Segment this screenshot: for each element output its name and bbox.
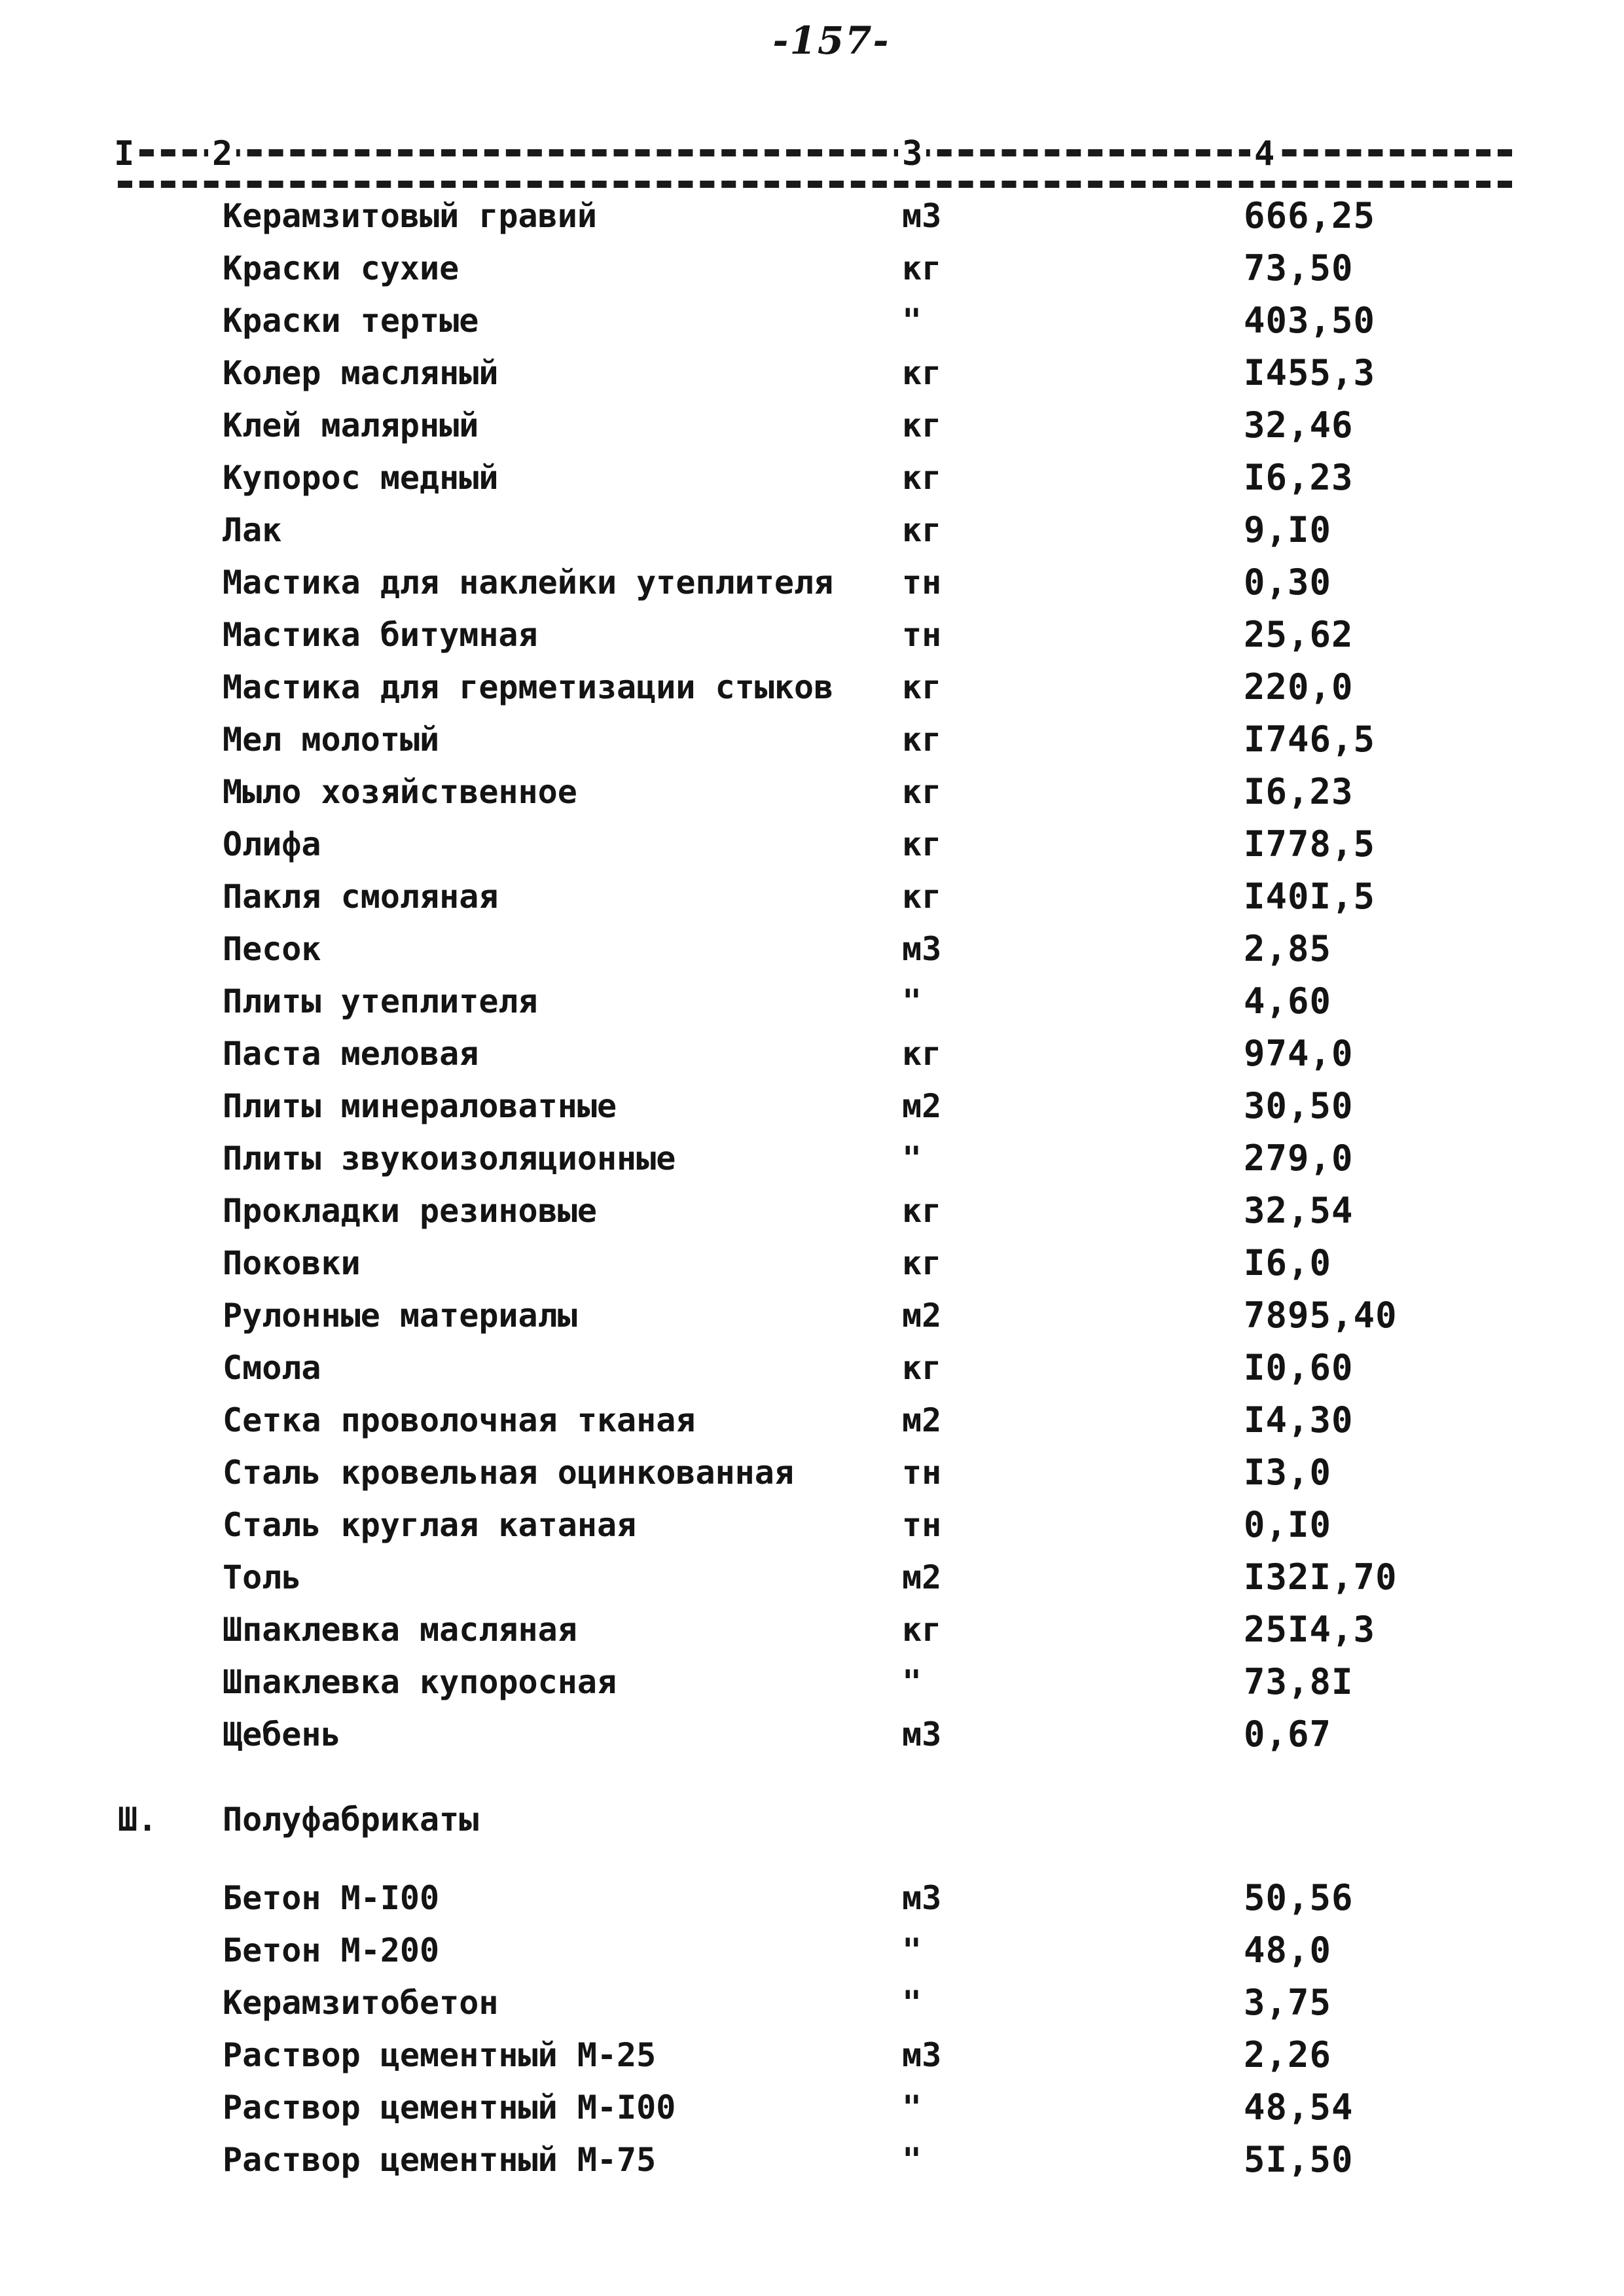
material-unit: " (902, 1984, 922, 2022)
table-row (0, 1080, 1624, 1132)
material-quantity: 25,62 (1244, 614, 1354, 655)
material-unit: м2 (902, 1087, 942, 1125)
material-unit: м2 (902, 1297, 942, 1335)
material-name: Купорос медный (223, 459, 499, 497)
table-row (0, 1656, 1624, 1708)
material-name: Паста меловая (223, 1035, 479, 1073)
column-number-4: 4 (1250, 135, 1278, 173)
material-quantity: 4,60 (1244, 980, 1332, 1022)
table-row (0, 1342, 1624, 1394)
material-unit: кг (902, 249, 942, 287)
material-unit: кг (902, 406, 942, 444)
material-quantity: I6,23 (1244, 457, 1354, 498)
material-unit: тн (902, 1506, 942, 1544)
material-quantity: I455,3 (1244, 352, 1376, 393)
material-name: Раствор цементный М-25 (223, 2036, 657, 2074)
material-quantity: 3,75 (1244, 1982, 1332, 2023)
material-name: Толь (223, 1558, 302, 1596)
material-name: Мыло хозяйственное (223, 773, 577, 811)
material-quantity: 30,50 (1244, 1085, 1354, 1126)
material-name: Мастика для наклейки утеплителя (223, 564, 834, 601)
material-unit: кг (902, 1244, 942, 1282)
table-row (0, 1551, 1624, 1604)
material-quantity: 974,0 (1244, 1033, 1354, 1074)
material-unit: м3 (902, 197, 942, 235)
material-quantity: 5I,50 (1244, 2139, 1354, 2180)
material-unit: м2 (902, 1558, 942, 1596)
table-row (0, 190, 1624, 242)
material-quantity: 32,54 (1244, 1190, 1354, 1231)
table-row (0, 1132, 1624, 1185)
material-unit: " (902, 982, 922, 1020)
material-unit: кг (902, 1035, 942, 1073)
material-quantity: 220,0 (1244, 666, 1354, 708)
table-row (0, 399, 1624, 452)
material-quantity: I3,0 (1244, 1452, 1332, 1493)
material-quantity: 48,0 (1244, 1929, 1332, 1971)
material-name: Поковки (223, 1244, 361, 1282)
material-quantity: I40I,5 (1244, 876, 1376, 917)
material-quantity: I746,5 (1244, 719, 1376, 760)
material-unit: кг (902, 668, 942, 706)
material-name: Бетон М-I00 (223, 1879, 440, 1917)
material-name: Сетка проволочная тканая (223, 1401, 696, 1439)
table-row (0, 1446, 1624, 1499)
material-name: Керамзитобетон (223, 1984, 499, 2022)
material-unit: кг (902, 1611, 942, 1649)
section-heading (0, 1793, 1624, 1846)
material-quantity: 2,26 (1244, 2034, 1332, 2075)
table-row (0, 1604, 1624, 1656)
material-name: Прокладки резиновые (223, 1192, 597, 1230)
table-row (0, 1924, 1624, 1977)
material-unit: " (902, 302, 922, 340)
table-row (0, 713, 1624, 766)
table-row (0, 661, 1624, 713)
material-quantity: I32I,70 (1244, 1556, 1398, 1598)
material-quantity: 2,85 (1244, 928, 1332, 969)
material-unit: " (902, 1139, 922, 1177)
table-row (0, 975, 1624, 1028)
material-unit: тн (902, 1454, 942, 1492)
material-quantity: I778,5 (1244, 823, 1376, 865)
material-unit: кг (902, 1349, 942, 1387)
material-unit: " (902, 1931, 922, 1969)
material-unit: тн (902, 616, 942, 654)
table-row (0, 766, 1624, 818)
material-name: Щебень (223, 1715, 341, 1753)
material-quantity: 9,I0 (1244, 509, 1332, 550)
material-name: Мастика для герметизации стыков (223, 668, 834, 706)
table-row (0, 1977, 1624, 2029)
material-unit: м3 (902, 930, 942, 968)
table-row (0, 1872, 1624, 1924)
material-quantity: I6,0 (1244, 1242, 1332, 1283)
table-row (0, 347, 1624, 399)
material-quantity: I6,23 (1244, 771, 1354, 812)
material-name: Сталь кровельная оцинкованная (223, 1454, 794, 1492)
material-name: Смола (223, 1349, 321, 1387)
material-quantity: 73,50 (1244, 247, 1354, 289)
table-row (0, 556, 1624, 609)
table-row (0, 1028, 1624, 1080)
material-name: Плиты минераловатные (223, 1087, 617, 1125)
material-name: Мастика битумная (223, 616, 538, 654)
material-name: Бетон М-200 (223, 1931, 440, 1969)
material-unit: тн (902, 564, 942, 601)
column-number-1: I (110, 135, 138, 173)
table-row (0, 1237, 1624, 1289)
table-row (0, 1185, 1624, 1237)
material-quantity: I0,60 (1244, 1347, 1354, 1388)
table-row (0, 870, 1624, 923)
material-unit: " (902, 2141, 922, 2179)
material-name: Рулонные материалы (223, 1297, 577, 1335)
material-quantity: 7895,40 (1244, 1295, 1398, 1336)
material-quantity: 0,67 (1244, 1713, 1332, 1755)
column-number-3: 3 (898, 135, 926, 173)
table-row (0, 504, 1624, 556)
material-name: Плиты звукоизоляционные (223, 1139, 676, 1177)
material-unit: м3 (902, 1715, 942, 1753)
table-row (0, 242, 1624, 295)
material-quantity: 25I4,3 (1244, 1609, 1376, 1650)
table-row (0, 452, 1624, 504)
material-name: Пакля смоляная (223, 878, 499, 916)
material-unit: кг (902, 511, 942, 549)
material-unit: кг (902, 354, 942, 392)
table-row (0, 1708, 1624, 1761)
material-name: Плиты утеплителя (223, 982, 538, 1020)
material-quantity: 666,25 (1244, 195, 1376, 236)
material-name: Сталь круглая катаная (223, 1506, 637, 1544)
material-name: Раствор цементный М-75 (223, 2141, 657, 2179)
material-name: Краски сухие (223, 249, 460, 287)
material-quantity: 32,46 (1244, 404, 1354, 446)
table-row (0, 1394, 1624, 1446)
material-unit: м2 (902, 1401, 942, 1439)
material-quantity: I4,30 (1244, 1399, 1354, 1441)
material-quantity: 403,50 (1244, 300, 1376, 341)
material-name: Керамзитовый гравий (223, 197, 597, 235)
material-quantity: 279,0 (1244, 1138, 1354, 1179)
material-unit: " (902, 2089, 922, 2126)
table-row (0, 818, 1624, 870)
material-unit: кг (902, 773, 942, 811)
material-quantity: 0,I0 (1244, 1504, 1332, 1545)
column-number-2: 2 (208, 135, 236, 173)
material-unit: " (902, 1663, 922, 1701)
table-row (0, 2134, 1624, 2186)
table-row (0, 2081, 1624, 2134)
material-quantity: 73,8I (1244, 1661, 1354, 1702)
material-name: Мел молотый (223, 721, 440, 759)
section-title: Полуфабрикаты (223, 1801, 479, 1839)
material-unit: м3 (902, 2036, 942, 2074)
material-unit: кг (902, 878, 942, 916)
material-unit: кг (902, 459, 942, 497)
material-quantity: 50,56 (1244, 1877, 1354, 1918)
table-row (0, 2029, 1624, 2081)
material-unit: кг (902, 721, 942, 759)
page-number: -157- (772, 18, 890, 63)
material-name: Шпаклевка купоросная (223, 1663, 617, 1701)
material-quantity: 0,30 (1244, 562, 1332, 603)
material-unit: кг (902, 1192, 942, 1230)
material-quantity: 48,54 (1244, 2087, 1354, 2128)
table-row (0, 1289, 1624, 1342)
table-row (0, 1499, 1624, 1551)
header-rule-bottom (118, 181, 1512, 188)
material-name: Лак (223, 511, 282, 549)
header-rule-top (118, 149, 1512, 156)
table-row (0, 923, 1624, 975)
material-name: Песок (223, 930, 321, 968)
material-name: Раствор цементный М-I00 (223, 2089, 676, 2126)
material-name: Колер масляный (223, 354, 499, 392)
material-name: Краски тертые (223, 302, 479, 340)
table-row (0, 609, 1624, 661)
section-number: Ш. (118, 1801, 158, 1839)
material-name: Клей малярный (223, 406, 479, 444)
material-name: Шпаклевка масляная (223, 1611, 577, 1649)
material-unit: кг (902, 825, 942, 863)
material-name: Олифа (223, 825, 321, 863)
table-row (0, 295, 1624, 347)
material-unit: м3 (902, 1879, 942, 1917)
